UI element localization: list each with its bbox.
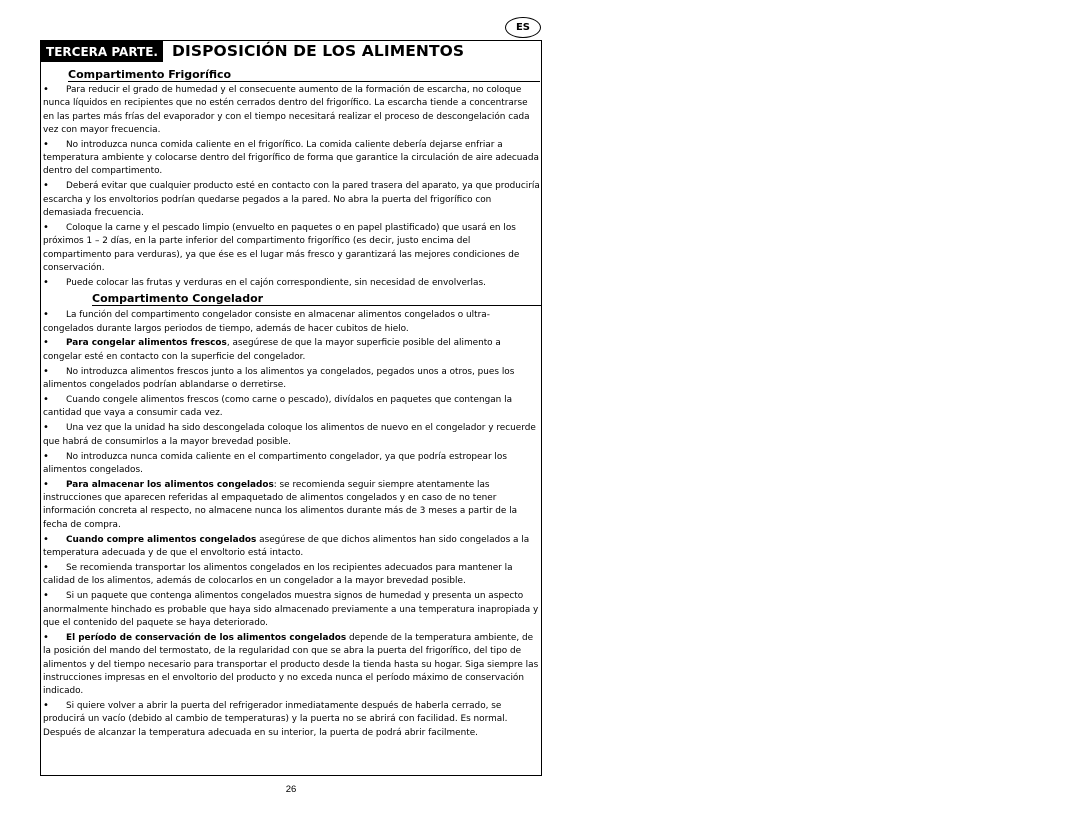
fridge-section-title: Compartimento Frigorífico <box>68 68 540 82</box>
freezer-item-text: Si quiere volver a abrir la puerta del refrigerador inmediatamente después de haberla cerrado, se producirá un vacío (debido al cambio de temperaturas) y la puerta no se abrirá con facilidad. Es normal. Después de alcanzar la temperatura adecuada en su interior, la puerta de podrá abrir facilmente. <box>43 701 508 738</box>
freezer-item-emphasis: Para almacenar los alimentos congelados <box>66 479 274 490</box>
fridge-item-text: Puede colocar las frutas y verduras en el cajón correspondiente, sin necesidad de envolverlas. <box>66 277 486 288</box>
freezer-item-emphasis: Para congelar alimentos frescos <box>66 338 227 349</box>
bullet-icon: • <box>43 180 49 192</box>
freezer-section-title: Compartimento Congelador <box>92 292 541 306</box>
fridge-item-text: Coloque la carne y el pescado limpio (envuelto en paquetes o en papel plastificado) que usará en los próximos 1 – 2 días, en la parte inferior del compartimento frigorífico (es decir, justo encima del compartimento para verduras), ya que ése es el lugar más fresco y garantizará las mejores condiciones de conservación. <box>43 223 520 273</box>
fridge-item <box>41 139 543 179</box>
freezer-item <box>41 451 543 478</box>
part-title: DISPOSICIÓN DE LOS ALIMENTOS <box>172 42 465 60</box>
fridge-item <box>41 222 543 275</box>
bullet-icon: • <box>43 337 49 349</box>
freezer-item-emphasis: Cuando compre alimentos congelados <box>66 534 257 545</box>
fridge-list <box>41 84 543 290</box>
bullet-icon: • <box>43 590 49 602</box>
bullet-icon: • <box>43 450 49 462</box>
freezer-item <box>41 562 543 589</box>
part-label: TERCERA PARTE. <box>41 41 163 62</box>
freezer-item-text: Cuando congele alimentos frescos (como carne o pescado), divídalos en paquetes que contengan la cantidad que vaya a consumir cada vez. <box>43 395 513 419</box>
fridge-item <box>41 277 543 290</box>
bullet-icon: • <box>43 631 49 643</box>
fridge-item-text: No introduzca nunca comida caliente en el frigorífico. La comida caliente debería dejarse enfriar a temperatura ambiente y colocarse dentro del frigorífico de forma que garantice la circulación de aire adecuada dentro del compartimento. <box>43 139 539 177</box>
freezer-item <box>41 366 543 393</box>
freezer-item-text: Una vez que la unidad ha sido descongelada coloque los alimentos de nuevo en el congelador y recuerde que habrá de consumirlos a la mayor brevedad posible. <box>43 423 536 447</box>
freezer-item <box>41 422 543 449</box>
manual-page <box>40 40 542 776</box>
part-header <box>41 41 541 62</box>
freezer-item <box>41 337 543 364</box>
page-content <box>41 84 543 742</box>
bullet-icon: • <box>43 533 49 545</box>
freezer-item-text: Se recomienda transportar los alimentos congelados en los recipientes adecuados para mantener la calidad de los alimentos, además de colocarlos en un congelador a la mayor brevedad posible. <box>43 563 513 587</box>
bullet-icon: • <box>43 422 49 434</box>
bullet-icon: • <box>43 394 49 406</box>
freezer-item-text: , asegúrese de que la mayor superficie posible del alimento a congelar esté en contacto con la superficie del congelador. <box>43 338 501 362</box>
page-number: 26 <box>285 784 297 795</box>
freezer-item <box>41 590 543 630</box>
fridge-item <box>41 180 543 220</box>
bullet-icon: • <box>43 478 49 490</box>
freezer-item-text: depende de la temperatura ambiente, de la posición del mando del termostato, de la regularidad con que se abra la puerta del frigorífico, del tipo de alimentos y del tiempo necesario para transportar el producto desde la tienda hasta su hogar. Siga siempre las instrucciones impresas en el envoltorio del producto y no exceda nunca el período máximo de conservación indicado. <box>43 632 539 697</box>
freezer-item <box>41 632 543 698</box>
bullet-icon: • <box>43 138 49 150</box>
bullet-icon: • <box>43 309 49 321</box>
bullet-icon: • <box>43 365 49 377</box>
fridge-item-text: Deberá evitar que cualquier producto esté en contacto con la pared trasera del aparato, ya que produciría escarcha y los envoltorios podrían quedarse pegados a la pared. No abra la puerta del frigorífico con demasiada frecuencia. <box>43 181 540 219</box>
bullet-icon: • <box>43 222 49 234</box>
freezer-item-text: : se recomienda seguir siempre atentamente las instrucciones que aparecen referidas al empaquetado de alimentos congelados y en caso de no tener información concreta al respecto, no almacene nunca los alimentos durante más de 3 meses a partir de la fecha de compra. <box>43 479 518 530</box>
fridge-section-header <box>68 68 540 85</box>
bullet-icon: • <box>43 562 49 574</box>
freezer-item-text: No introduzca nunca comida caliente en el compartimento congelador, ya que podría estropear los alimentos congelados. <box>43 451 507 475</box>
freezer-section-header <box>92 292 541 306</box>
freezer-item-text: La función del compartimento congelador consiste en almacenar alimentos congelados o ultra-congelados durante largos periodos de tiempo, además de hacer cubitos de hielo. <box>43 310 490 334</box>
freezer-item-text: Si un paquete que contenga alimentos congelados muestra signos de humedad y presenta un aspecto anormalmente hinchado es probable que haya sido almacenado previamente a una temperatura inapropiada y que el contenido del paquete se haya deteriorado. <box>43 591 539 628</box>
bullet-icon: • <box>43 276 49 288</box>
freezer-list <box>41 309 543 740</box>
bullet-icon: • <box>43 84 49 95</box>
language-badge: ES <box>505 17 541 38</box>
bullet-icon: • <box>43 700 49 712</box>
freezer-item <box>41 479 543 532</box>
fridge-item-text: Para reducir el grado de humedad y el consecuente aumento de la formación de escarcha, no coloque nunca líquidos en recipientes que no estén cerrados dentro del frigorífico. La escarcha tiende a concentrarse en las partes más frías del evaporador y con el tiempo necesitará realizar el proceso de descongelación cada vez con mayor frecuencia. <box>43 85 530 135</box>
freezer-item <box>41 394 543 421</box>
freezer-item <box>41 309 543 336</box>
freezer-item-text: asegúrese de que dichos alimentos han sido congelados a la temperatura adecuada y de que el envoltorio está intacto. <box>43 534 530 559</box>
fridge-item <box>41 84 543 137</box>
freezer-item-emphasis: El período de conservación de los alimentos congelados <box>66 632 347 643</box>
freezer-item-text: No introduzca alimentos frescos junto a los alimentos ya congelados, pegados unos a otros, pues los alimentos congelados podrían ablandarse o derretirse. <box>43 366 515 391</box>
freezer-item <box>41 534 543 561</box>
freezer-item <box>41 700 543 740</box>
